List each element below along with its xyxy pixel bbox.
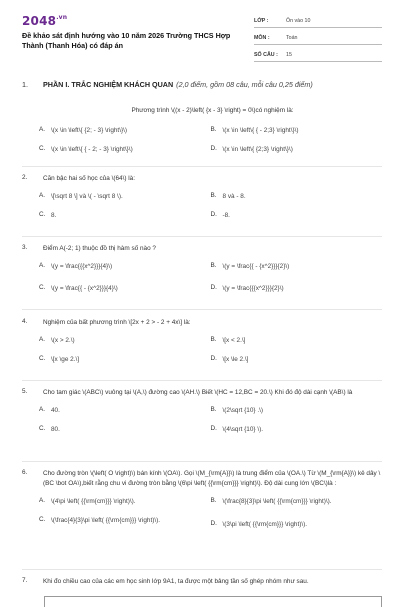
divider (22, 380, 382, 381)
question-2: 2. Căn bậc hai số học của \(64\) là: A. \[\sqrt 8 \] và \( - \sqrt 8 \). B. 8 và - 8. C. 8. D. -8. (22, 174, 382, 230)
option-d[interactable]: D. \(x \in \left\{ {2;3} \right\}\) (210, 145, 293, 153)
option-c[interactable]: C. 80. (39, 425, 60, 433)
meta-row-count: SỐ CÂU : 15 (254, 48, 382, 62)
question-4: 4. Nghiệm của bất phương trình \[2x + 2 > - 2 + 4x\] là: A. \(x > 2.\) B. \[x < 2.\] C. \[x \ge 2.\] D. \[x \le 2.\] (22, 318, 382, 374)
option-b[interactable]: B. \(y = \frac{{ - {x^2}}}{2}\) (210, 262, 290, 270)
option-a[interactable]: A. \(x > 2.\) (39, 336, 75, 344)
divider (22, 236, 382, 237)
option-b[interactable]: B. 8 và - 8. (210, 192, 246, 200)
option-a[interactable]: A. 40. (39, 406, 60, 414)
option-c[interactable]: C. \(\frac{4}{3}\pi \left( {{\rm{cm}}} \right)\). (39, 516, 161, 524)
option-d[interactable]: D. -8. (210, 211, 230, 219)
question-7: 7. Khi đo chiều cao của các em học sinh lớp 9A1, ta được một bảng tần số ghép nhóm như sau. (22, 577, 382, 587)
option-d[interactable]: D. \[x \le 2.\] (210, 355, 249, 363)
option-c[interactable]: C. \[x \ge 2.\] (39, 355, 80, 363)
document-meta (254, 14, 382, 62)
option-c[interactable]: C. \(y = \frac{{ - {x^2}}}{4}\) (39, 284, 118, 292)
option-d[interactable]: D. \(y = \frac{{{x^2}}}{2}\) (210, 284, 284, 292)
question-5: 5. Cho tam giác \(ABC\) vuông tại \(A,\) đường cao \(AH.\) Biết \(HC = 12,BC = 20.\) Khi đó độ dài cạnh \(AB\) là A. 40. B. \(2\sqrt {10} .\) C. 80. D. \(4\sqrt {10} \). (22, 388, 382, 444)
option-d[interactable]: D. \(4\sqrt {10} \). (210, 425, 263, 433)
divider (22, 569, 382, 570)
option-list (39, 262, 382, 303)
option-a[interactable]: A. \(4\pi \left( {{\rm{cm}}} \right)\). (39, 497, 136, 505)
document-title: Đề khảo sát định hướng vào 10 năm 2026 Trường THCS Hợp Thành (Thanh Hóa) có đáp án (22, 31, 231, 50)
option-d[interactable]: D. \(3\pi \left( {{\rm{cm}}} \right)\). (210, 520, 308, 528)
meta-row-subject: MÔN : Toán (254, 31, 382, 45)
option-list (39, 192, 382, 230)
option-list (39, 406, 382, 444)
question-stem: Phương trình \((x - 2)\left( {x - 3} \right) = 0\)có nghiệm là: (131, 107, 294, 114)
option-b[interactable]: B. \(2\sqrt {10} .\) (210, 406, 263, 414)
question-1 (22, 99, 382, 164)
option-b[interactable]: B. \(x \in \left\{ { - 2;3} \right\}\) (210, 126, 299, 134)
divider (22, 461, 382, 462)
option-b[interactable]: B. \(\frac{8}{3}\pi \left( {{\rm{cm}}} \right)\). (210, 497, 332, 505)
question-3: 3. Điểm A(-2; 1) thuộc đồ thị hàm số nào ? A. \(y = \frac{{{x^2}}}{4}\) B. \(y = \frac{{ - {x^2}}}{2}\) C. \(y = \frac{{ - {x^2}}}{4}\) D. \(y = \frac{{{x^2}}}{2}\) (22, 244, 382, 303)
option-a[interactable]: A. \(x \in \left\{ {2; - 3} \right\}\) (39, 126, 128, 134)
option-b[interactable]: B. \[x < 2.\] (210, 336, 246, 344)
option-list (39, 336, 382, 374)
document-header (0, 0, 400, 66)
divider (22, 166, 382, 167)
option-list (39, 497, 382, 540)
option-a[interactable]: A. \[\sqrt 8 \] và \( - \sqrt 8 \). (39, 192, 123, 200)
question-stem: Khi đo chiều cao của các em học sinh lớp 9A1, ta được một bảng tần số ghép nhóm như sau. (43, 578, 309, 585)
question-stem: Nghiệm của bất phương trình \[2x + 2 > - 2 + 4x\] là: (43, 319, 191, 326)
site-logo[interactable]: $2048^{.vn}$ (22, 14, 68, 28)
question-6: 6. Cho đường tròn \(\left( O \right)\) bán kính \(OA\). Gọi \(M_{\rm{A}}\) là trung điểm của \(OA.\) Từ \(M_{\rm{A}}\) kẻ dây \(BC \bot OA\),biết rằng chu vi đường tròn bằng \(6\pi \left( {{\rm{cm}}} \right)\). Độ dài cung lớn \(BC\)là : A. \(4\pi \left( {{\rm{cm}}} \right)\). B. \(\frac{8}{3}\pi \left( {{\rm{cm}}} \right)\). C. \(\frac{4}{3}\pi \left( {{\rm{cm}}} \right)\). D. \(3\pi \left( {{\rm{cm}}} \right)\). (22, 469, 382, 540)
option-list (39, 126, 382, 164)
option-c[interactable]: C. 8. (39, 211, 57, 219)
question-stem: Điểm A(-2; 1) thuộc đồ thị hàm số nào ? (43, 245, 156, 252)
frequency-table (44, 596, 382, 607)
question-stem: Căn bậc hai số học của \(64\) là: (43, 175, 136, 182)
divider (22, 309, 382, 310)
option-a[interactable]: A. \(y = \frac{{{x^2}}}{4}\) (39, 262, 113, 270)
question-stem: Cho đường tròn \(\left( O \right)\) bán kính \(OA\). Gọi \(M_{\rm{A}}\) là trung điểm của \(OA.\) Từ \(M_{\rm{A}}\) kẻ dây \(BC \bot OA\),biết rằng chu vi đường tròn bằng \(6\pi \left( {{\rm{cm}}} \right)\). Độ dài cung lớn \(BC\)là : (43, 470, 381, 487)
section-heading: 1. PHẦN I. TRẮC NGHIỆM KHÁCH QUAN (2,0 điểm, gồm 08 câu, mỗi câu 0,25 điểm) (22, 80, 313, 89)
meta-row-class: LỚP : Ôn vào 10 (254, 14, 382, 28)
option-c[interactable]: C. \(x \in \left\{ { - 2; - 3} \right\}\) (39, 145, 133, 153)
question-stem: Cho tam giác \(ABC\) vuông tại \(A,\) đường cao \(AH.\) Biết \(HC = 12,BC = 20.\) Khi đó độ dài cạnh \(AB\) là (43, 389, 353, 396)
